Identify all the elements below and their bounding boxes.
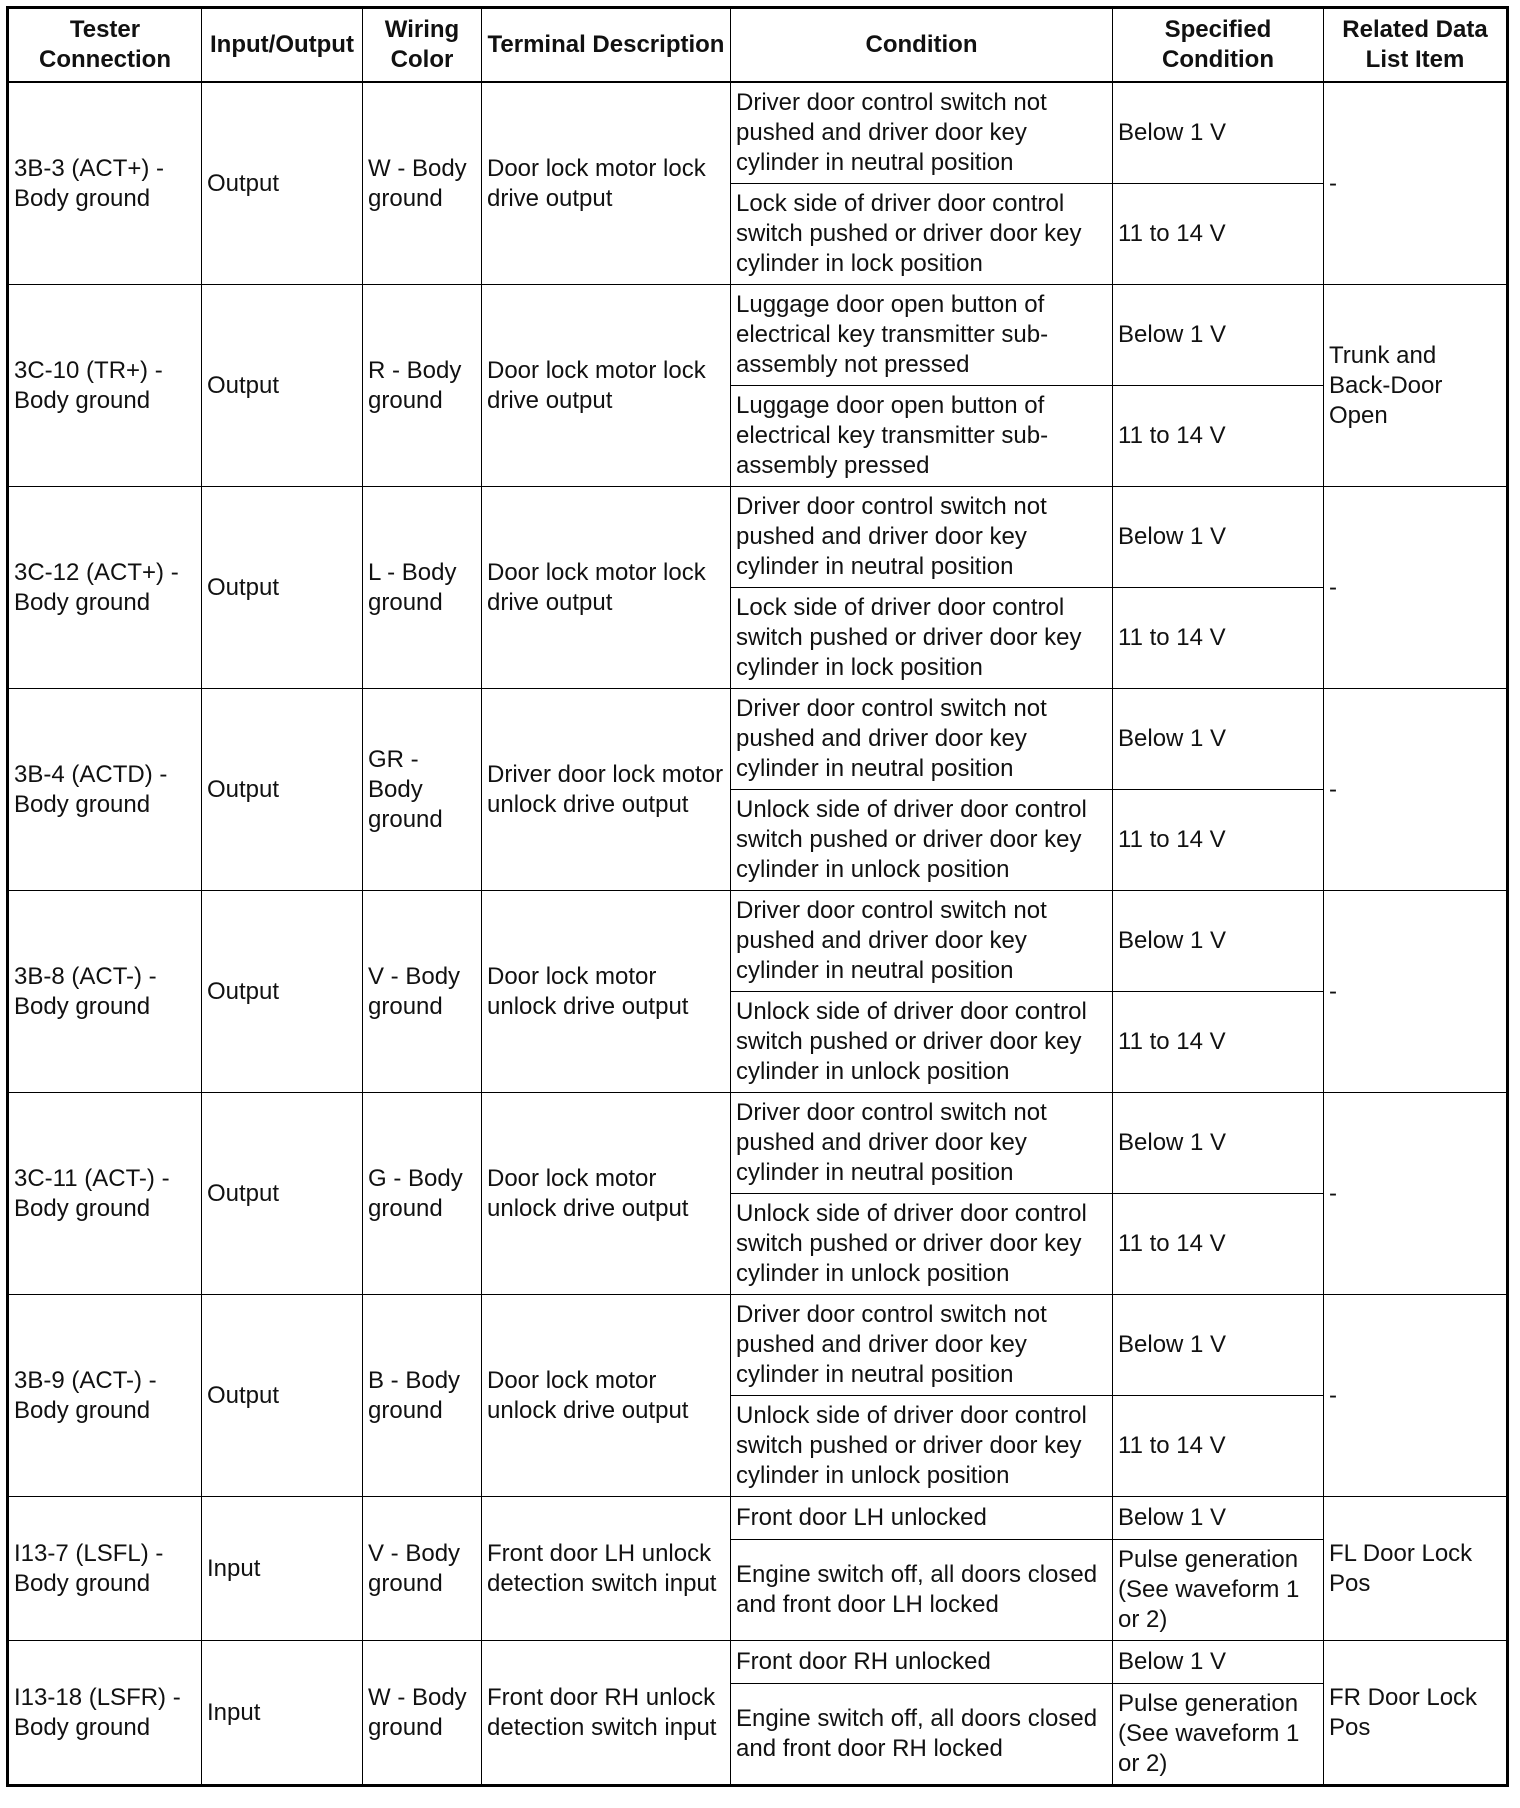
specified-condition-cell: Below 1 V [1113,1497,1324,1540]
tester-connection-cell: I13-18 (LSFR) - Body ground [8,1641,202,1786]
condition-cell: Driver door control switch not pushed and driver door key cylinder in neutral position [731,487,1113,588]
specified-condition-cell: Pulse generation (See waveform 1 or 2) [1113,1540,1324,1641]
table-row [8,285,1508,386]
condition-cell: Driver door control switch not pushed and driver door key cylinder in neutral position [731,1093,1113,1194]
input-output-cell: Output [202,285,363,487]
related-data-cell: - [1324,82,1508,285]
input-output-cell: Output [202,891,363,1093]
condition-cell: Luggage door open button of electrical key transmitter sub-assembly pressed [731,386,1113,487]
wiring-color-cell: V - Body ground [363,891,482,1093]
specified-condition-cell: Below 1 V [1113,285,1324,386]
table-header-row [8,8,1508,83]
header-wiring-color: Wiring Color [363,8,482,83]
condition-cell: Driver door control switch not pushed and driver door key cylinder in neutral position [731,891,1113,992]
condition-cell: Front door RH unlocked [731,1641,1113,1684]
wiring-color-cell: B - Body ground [363,1295,482,1497]
specified-condition-cell: 11 to 14 V [1113,588,1324,689]
tester-connection-cell: 3B-4 (ACTD) - Body ground [8,689,202,891]
condition-cell: Driver door control switch not pushed and driver door key cylinder in neutral position [731,1295,1113,1396]
specified-condition-cell: 11 to 14 V [1113,1396,1324,1497]
specified-condition-cell: 11 to 14 V [1113,184,1324,285]
related-data-cell: - [1324,891,1508,1093]
terminal-spec-table [6,6,1509,1787]
wiring-color-cell: G - Body ground [363,1093,482,1295]
table-row [8,1295,1508,1396]
wiring-color-cell: L - Body ground [363,487,482,689]
specified-condition-cell: Below 1 V [1113,1641,1324,1684]
wiring-color-cell: W - Body ground [363,82,482,285]
tester-connection-cell: I13-7 (LSFL) - Body ground [8,1497,202,1641]
table-row [8,1093,1508,1194]
input-output-cell: Input [202,1497,363,1641]
tester-connection-cell: 3B-3 (ACT+) - Body ground [8,82,202,285]
specified-condition-cell: 11 to 14 V [1113,1194,1324,1295]
header-input-output: Input/Output [202,8,363,83]
related-data-cell: FL Door Lock Pos [1324,1497,1508,1641]
input-output-cell: Input [202,1641,363,1786]
specified-condition-cell: Below 1 V [1113,82,1324,184]
tester-connection-cell: 3B-8 (ACT-) - Body ground [8,891,202,1093]
condition-cell: Front door LH unlocked [731,1497,1113,1540]
terminal-description-cell: Door lock motor unlock drive output [482,1295,731,1497]
table-row [8,82,1508,184]
terminal-description-cell: Door lock motor lock drive output [482,82,731,285]
input-output-cell: Output [202,1295,363,1497]
specified-condition-cell: Below 1 V [1113,487,1324,588]
table-row [8,487,1508,588]
related-data-cell: - [1324,1093,1508,1295]
condition-cell: Engine switch off, all doors closed and front door RH locked [731,1684,1113,1786]
related-data-cell: - [1324,689,1508,891]
condition-cell: Lock side of driver door control switch pushed or driver door key cylinder in lock position [731,588,1113,689]
header-condition: Condition [731,8,1113,83]
related-data-cell: - [1324,1295,1508,1497]
condition-cell: Unlock side of driver door control switch pushed or driver door key cylinder in unlock position [731,1194,1113,1295]
header-tester-connection: Tester Connection [8,8,202,83]
condition-cell: Driver door control switch not pushed and driver door key cylinder in neutral position [731,689,1113,790]
terminal-description-cell: Door lock motor unlock drive output [482,891,731,1093]
specified-condition-cell: Pulse generation (See waveform 1 or 2) [1113,1684,1324,1786]
table-row [8,891,1508,992]
spec-table-page [6,6,1506,1787]
tester-connection-cell: 3C-10 (TR+) - Body ground [8,285,202,487]
table-row [8,1641,1508,1684]
wiring-color-cell: V - Body ground [363,1497,482,1641]
input-output-cell: Output [202,487,363,689]
table-row [8,689,1508,790]
condition-cell: Engine switch off, all doors closed and front door LH locked [731,1540,1113,1641]
specified-condition-cell: Below 1 V [1113,1295,1324,1396]
specified-condition-cell: 11 to 14 V [1113,992,1324,1093]
condition-cell: Unlock side of driver door control switch pushed or driver door key cylinder in unlock position [731,1396,1113,1497]
tester-connection-cell: 3C-12 (ACT+) - Body ground [8,487,202,689]
input-output-cell: Output [202,689,363,891]
specified-condition-cell: Below 1 V [1113,891,1324,992]
tester-connection-cell: 3B-9 (ACT-) - Body ground [8,1295,202,1497]
condition-cell: Unlock side of driver door control switch pushed or driver door key cylinder in unlock position [731,790,1113,891]
header-specified-condition: Specified Condition [1113,8,1324,83]
terminal-description-cell: Door lock motor lock drive output [482,487,731,689]
input-output-cell: Output [202,82,363,285]
condition-cell: Lock side of driver door control switch pushed or driver door key cylinder in lock position [731,184,1113,285]
condition-cell: Luggage door open button of electrical key transmitter sub-assembly not pressed [731,285,1113,386]
specified-condition-cell: 11 to 14 V [1113,790,1324,891]
wiring-color-cell: GR - Body ground [363,689,482,891]
terminal-description-cell: Driver door lock motor unlock drive output [482,689,731,891]
table-row [8,1497,1508,1540]
specified-condition-cell: Below 1 V [1113,1093,1324,1194]
wiring-color-cell: R - Body ground [363,285,482,487]
input-output-cell: Output [202,1093,363,1295]
related-data-cell: Trunk and Back-Door Open [1324,285,1508,487]
tester-connection-cell: 3C-11 (ACT-) - Body ground [8,1093,202,1295]
specified-condition-cell: Below 1 V [1113,689,1324,790]
related-data-cell: - [1324,487,1508,689]
condition-cell: Unlock side of driver door control switch pushed or driver door key cylinder in unlock position [731,992,1113,1093]
related-data-cell: FR Door Lock Pos [1324,1641,1508,1786]
terminal-description-cell: Door lock motor unlock drive output [482,1093,731,1295]
terminal-description-cell: Front door RH unlock detection switch input [482,1641,731,1786]
header-related-data-list-item: Related Data List Item [1324,8,1508,83]
terminal-description-cell: Front door LH unlock detection switch input [482,1497,731,1641]
condition-cell: Driver door control switch not pushed and driver door key cylinder in neutral position [731,82,1113,184]
terminal-description-cell: Door lock motor lock drive output [482,285,731,487]
specified-condition-cell: 11 to 14 V [1113,386,1324,487]
wiring-color-cell: W - Body ground [363,1641,482,1786]
header-terminal-description: Terminal Description [482,8,731,83]
